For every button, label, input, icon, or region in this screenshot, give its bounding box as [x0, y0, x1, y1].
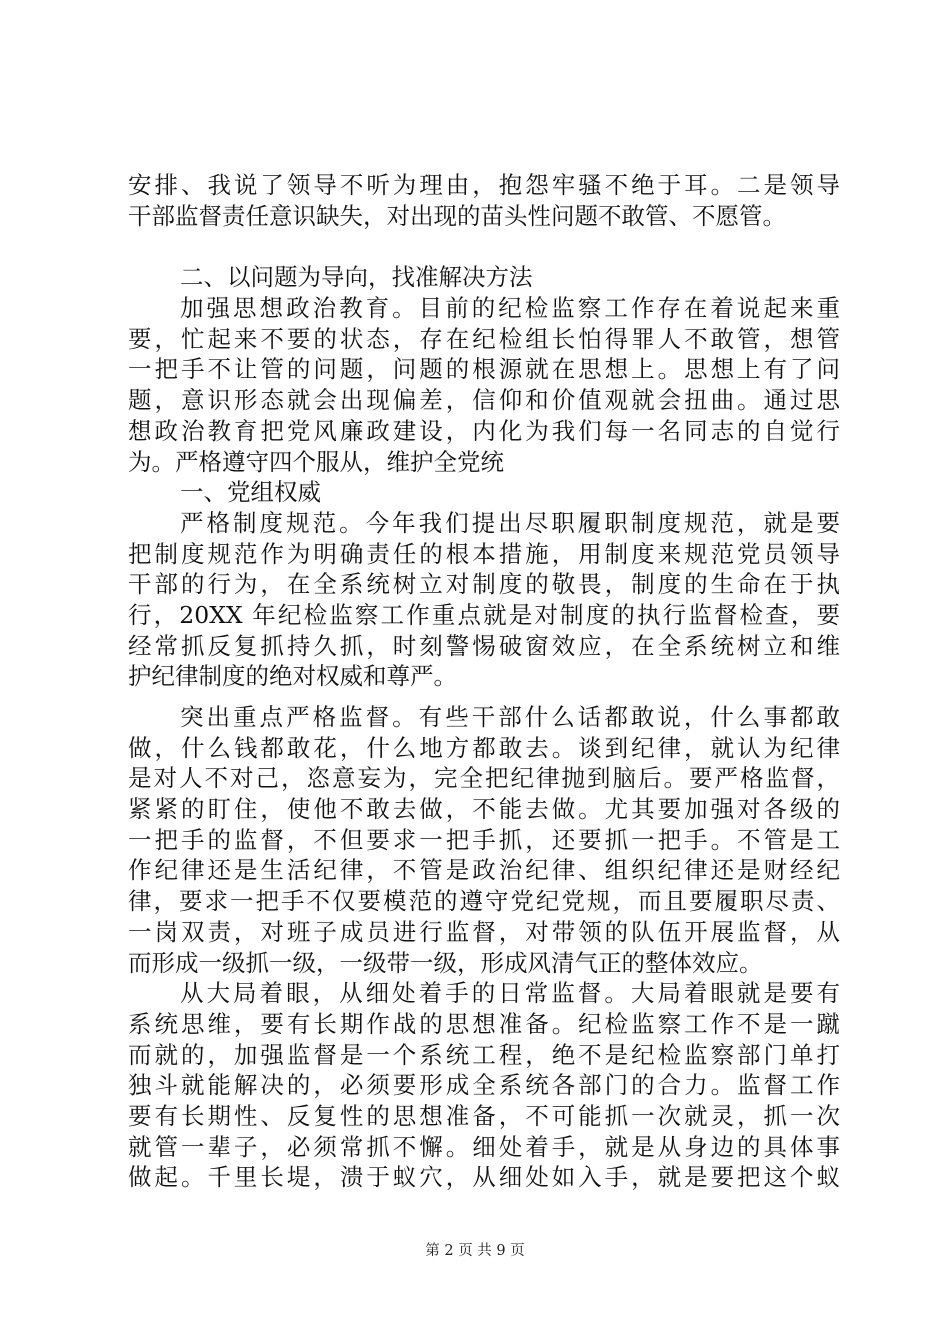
text-line: 一岗双责，对班子成员进行监督，对带领的队伍开展监督，从	[128, 917, 840, 946]
text-line: 是对人不对己，恣意妄为，完全把纪律抛到脑后。要严格监督，	[128, 764, 840, 793]
text-line: 严格制度规范。今年我们提出尽职履职制度规范，就是要	[180, 508, 840, 537]
text-line: 独斗就能解决的，必须要形成全系统各部门的合力。监督工作	[128, 1071, 840, 1100]
text-line: 就管一辈子，必须常抓不懈。细处着手，就是从身边的具体事	[128, 1132, 840, 1161]
text-line: 想政治教育把党风廉政建设，内化为我们每一名同志的自觉行	[128, 416, 840, 445]
text-line: 为。严格遵守四个服从，维护全党统	[128, 447, 504, 476]
text-line: 加强思想政治教育。目前的纪检监察工作存在着说起来重	[180, 294, 840, 323]
text-line: 行，20XX 年纪检监察工作重点就是对制度的执行监督检查，要	[128, 600, 840, 629]
text-line: 安排、我说了领导不听为理由，抱怨牢骚不绝于耳。二是领导	[128, 171, 840, 199]
section-heading-one	[128, 477, 840, 508]
paragraph-spacing	[128, 231, 840, 262]
text-line: 而形成一级抓一级，一级带一级，形成风清气正的整体效应。	[128, 948, 763, 977]
paragraph-key-supervision	[128, 702, 840, 978]
text-line: 做，什么钱都敢花，什么地方都敢去。谈到纪律，就认为纪律	[128, 733, 840, 762]
text-line: 突出重点严格监督。有些干部什么话都敢说，什么事都敢	[180, 703, 840, 731]
text-line: 从大局着眼，从细处着手的日常监督。大局着眼就是要有	[180, 979, 840, 1008]
text-line: 干部的行为，在全系统树立对制度的敬畏，制度的生命在于执	[128, 570, 840, 599]
page-number-footer: 第 2 页 共 9 页	[425, 1243, 525, 1259]
text-line: 护纪律制度的绝对权威和尊严。	[128, 662, 457, 691]
text-line: 干部监督责任意识缺失，对出现的苗头性问题不敢管、不愿管。	[128, 201, 786, 230]
paragraph-system-norms	[128, 508, 840, 692]
text-line: 律，要求一把手不仅要模范的遵守党纪党规，而且要履职尽责、	[128, 887, 840, 916]
text-line: 而就的，加强监督是一个系统工程，绝不是纪检监察部门单打	[128, 1040, 840, 1069]
document-body	[128, 170, 840, 1193]
section-heading-two	[128, 262, 840, 293]
text-line: 系统思维，要有长期作战的思想准备。纪检监察工作不是一蹴	[128, 1009, 840, 1038]
text-line: 一把手不让管的问题，问题的根源就在思想上。思想上有了问	[128, 355, 840, 384]
text-line: 作纪律还是生活纪律，不管是政治纪律、组织纪律还是财经纪	[128, 856, 840, 885]
heading-line: 一、党组权威	[180, 478, 321, 507]
text-line: 题，意识形态就会出现偏差，信仰和价值观就会扭曲。通过思	[128, 386, 840, 415]
heading-line: 二、以问题为导向，找准解决方法	[180, 263, 533, 292]
paragraph-continuation	[128, 170, 840, 231]
paragraph-spacing	[128, 692, 840, 702]
paragraph-political-education	[128, 293, 840, 477]
text-line: 紧紧的盯住，使他不敢去做，不能去做。尤其要加强对各级的	[128, 795, 840, 824]
text-line: 一把手的监督，不但要求一把手抓，还要抓一把手。不管是工	[128, 825, 840, 854]
paragraph-daily-supervision	[128, 978, 840, 1193]
text-line: 要，忙起来不要的状态，存在纪检组长怕得罪人不敢管，想管	[128, 324, 840, 353]
text-line: 做起。千里长堤，溃于蚁穴，从细处如入手，就是要把这个蚁	[128, 1163, 840, 1192]
text-line: 把制度规范作为明确责任的根本措施，用制度来规范党员领导	[128, 539, 840, 568]
text-line: 要有长期性、反复性的思想准备，不可能抓一次就灵，抓一次	[128, 1101, 840, 1130]
text-line: 经常抓反复抓持久抓，时刻警惕破窗效应，在全系统树立和维	[128, 631, 840, 660]
